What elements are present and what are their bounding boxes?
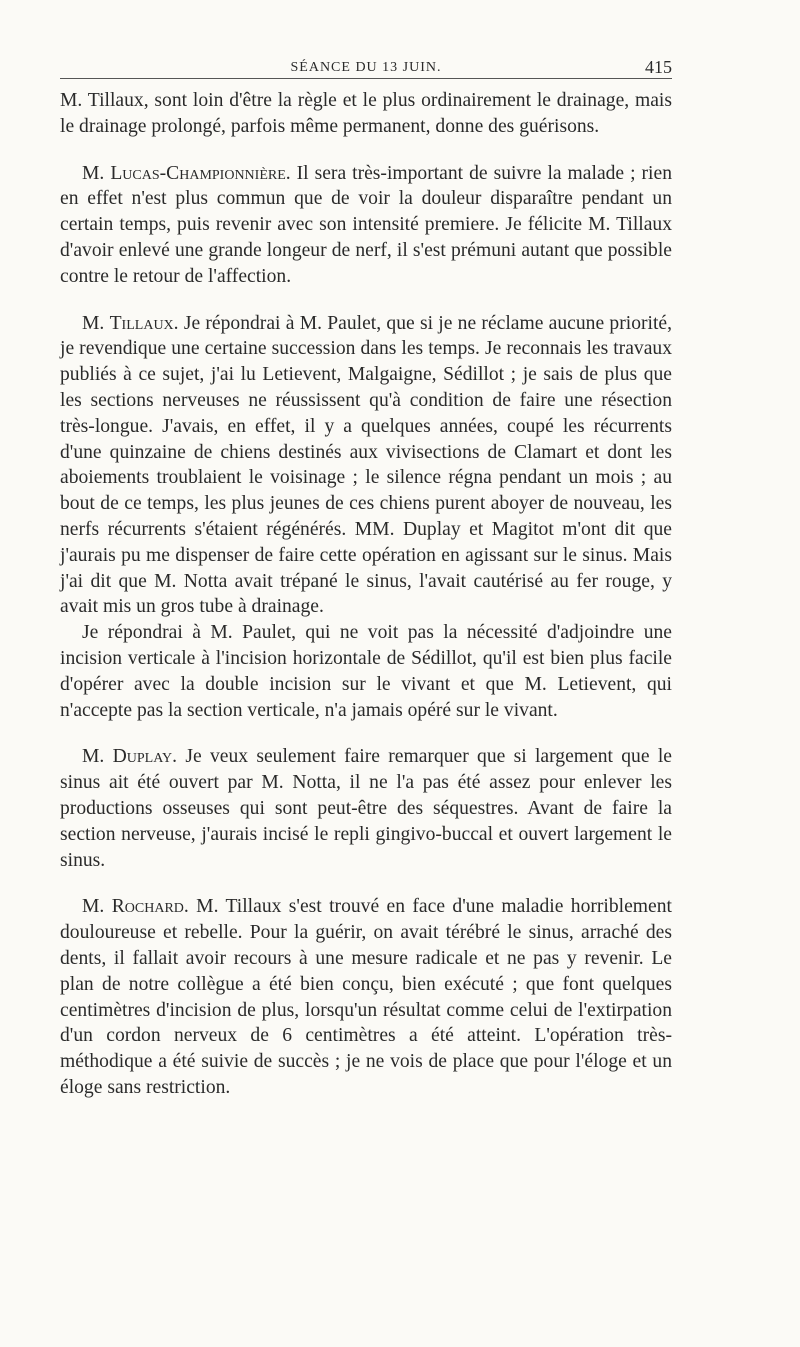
document-page: [60, 48, 672, 1101]
speaker-name: Lucas-Championnière.: [110, 162, 291, 184]
body-text: [60, 88, 672, 1101]
header-title: SÉANCE DU 13 JUIN.: [290, 60, 442, 75]
paragraph-lucas-championniere: M. Lucas-Championnière. Il sera très-important de suivre la malade ; rien en effet n'est plus commun que de voir la douleur disparaître pendant un certain temps, puis revenir avec son intensité premiere. Je félicite M. Tillaux d'avoir enlevé une grande longeur de nerf, il s'est prémuni autant que possible contre le retour de l'affection.: [60, 162, 672, 287]
paragraph-rochard: M. Rochard. M. Tillaux s'est trouvé en face d'une maladie horriblement douloureuse et rebelle. Pour la guérir, on avait térébré le sinus, arraché des dents, il fallait avoir recours à une mesure radicale et ne pas y revenir. Le plan de notre collègue a été bien conçu, bien exécuté ; que font quelques centimètres d'incision de plus, lorsqu'un résultat comme celui de l'extirpation d'un cordon nerveux de 6 centimètres a été atteint. L'opération très-méthodique a été suivie de succès ; je ne vois de place que pour l'éloge et un éloge sans restriction.: [60, 896, 672, 1098]
speaker-name: Rochard.: [111, 896, 189, 918]
paragraph-duplay: M. Duplay. Je veux seulement faire remarquer que si largement que le sinus ait été ouvert par M. Notta, il ne l'a pas été assez pour enlever les productions osseuses qui sont peut-être des séquestres. Avant de faire la section nerveuse, j'aurais incisé le repli gingivo-buccal et ouvert largement le sinus.: [60, 746, 672, 871]
speaker-name: Duplay.: [112, 746, 178, 768]
page-number: 415: [645, 57, 672, 77]
paragraph-tillaux: M. Tillaux. Je répondrai à M. Paulet, que si je ne réclame aucune priorité, je revendique une certaine succession dans les temps. Je reconnais les travaux publiés à ce sujet, j'ai lu Letievent, Malgaigne, Sédillot ; je sais de plus que les sections nerveuses ne réussissent qu'à condition de faire une résection très-longue. J'avais, en effet, il y a quelques années, coupé les récurrents d'une quinzaine de chiens destinés aux vivisections de Clamart et dont les aboiements troublaient le voisinage ; le silence régna pendant un mois ; au bout de ce temps, les plus jeunes de ces chiens purent aboyer de nouveau, les nerfs récurrents s'étaient régénérés. MM. Duplay et Magitot m'ont dit que j'aurais pu me dispenser de faire cette opération en agissant sur le sinus. Mais j'ai dit que M. Notta avait trépané le sinus, l'avait cautérisé au fer rouge, y avait mis un gros tube à drainage.: [60, 312, 672, 618]
paragraph-tillaux-continued: Je répondrai à M. Paulet, qui ne voit pas la nécessité d'adjoindre une incision verticale à l'incision horizontale de Sédillot, qu'il est bien plus facile d'opérer avec la double incision sur le vivant et que M. Letievent, qui n'accepte pas la section verticale, n'a jamais opéré sur le vivant.: [60, 622, 672, 721]
paragraph-continuation: M. Tillaux, sont loin d'être la règle et le plus ordinairement le drainage, mais le drainage prolongé, parfois même permanent, donne des guérisons.: [60, 90, 672, 137]
running-header: [60, 48, 672, 79]
speaker-name: Tillaux.: [109, 312, 179, 334]
